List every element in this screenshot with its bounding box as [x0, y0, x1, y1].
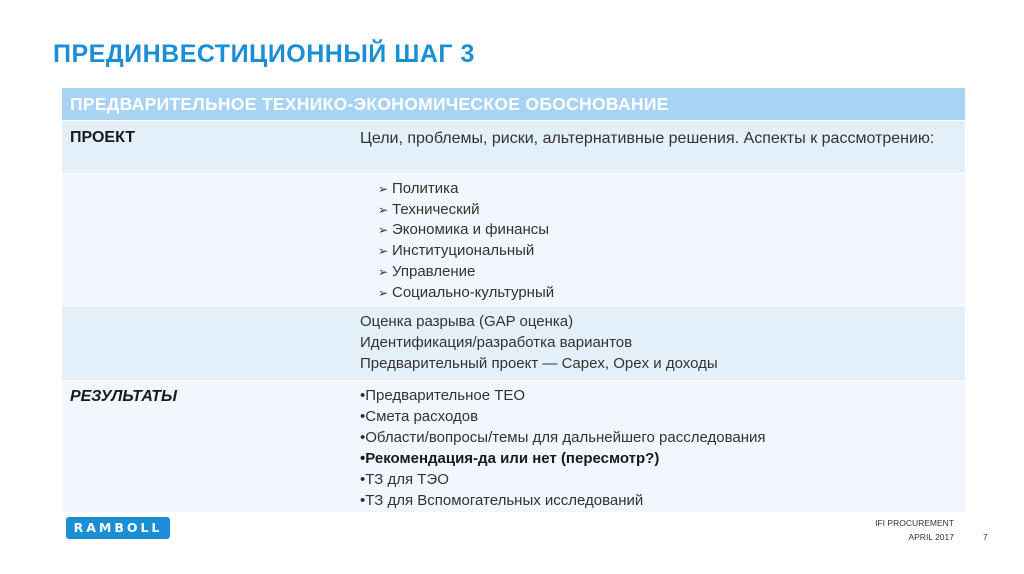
aspects-list [378, 179, 965, 303]
table-row-results [62, 380, 965, 512]
arrow-bullet-icon: ➢ [378, 223, 389, 238]
result-item-recommendation: •Рекомендация-да или нет (пересмотр?) [360, 450, 660, 467]
list-item: ➢ Политика [378, 179, 965, 200]
table-row-gap [62, 305, 965, 380]
gap-line: Предварительный проект — Capex, Opex и доходы [360, 355, 718, 372]
project-description-cell [360, 121, 965, 173]
project-cell [62, 91, 360, 173]
result-item: •Предварительное ТЕО [360, 387, 526, 404]
table-row-aspects [62, 173, 965, 305]
result-item: •ТЗ для ТЭО [360, 471, 449, 488]
arrow-bullet-icon: ➢ [378, 244, 389, 259]
list-item: ➢ Управление [378, 262, 965, 283]
page-number: 7 [983, 532, 988, 542]
table-header: ПРЕДВАРИТЕЛЬНОЕ ТЕХНИКО-ЭКОНОМИЧЕСКОЕ ОБОСНОВАНИЕ [62, 88, 965, 120]
gap-line: Оценка разрыва (GAP оценка) [360, 313, 574, 330]
result-item: •ТЗ для Вспомогательных исследований [360, 492, 644, 509]
list-item: ➢ Технический [378, 200, 965, 221]
gap-line: Идентификация/разработка вариантов [360, 334, 633, 351]
list-item: ➢ Институциональный [378, 241, 965, 262]
results-label: РЕЗУЛЬТАТЫ [70, 388, 178, 405]
content-table [62, 88, 965, 512]
arrow-bullet-icon: ➢ [378, 285, 389, 300]
project-description: Цели, проблемы, риски, альтернативные решения. Аспекты к рассмотрению: [360, 130, 935, 147]
footer-org: IFI PROCUREMENT [875, 518, 954, 528]
table-row-project [62, 120, 965, 173]
arrow-bullet-icon: ➢ [378, 182, 389, 196]
project-label: ПРОЕКТ [70, 129, 136, 146]
arrow-bullet-icon: ➢ [378, 202, 389, 217]
result-item: •Области/вопросы/темы для дальнейшего расследования [360, 429, 766, 446]
ramboll-logo: RAMBOLL [66, 517, 170, 539]
list-item: ➢ Социально-культурный [378, 283, 965, 304]
footer-date: APRIL 2017 [908, 532, 954, 542]
arrow-bullet-icon: ➢ [378, 264, 389, 279]
page-title: ПРЕДИНВЕСТИЦИОННЫЙ ШАГ 3 [53, 40, 475, 68]
result-item: •Смета расходов [360, 408, 479, 425]
list-item: ➢ Экономика и финансы [378, 220, 965, 241]
